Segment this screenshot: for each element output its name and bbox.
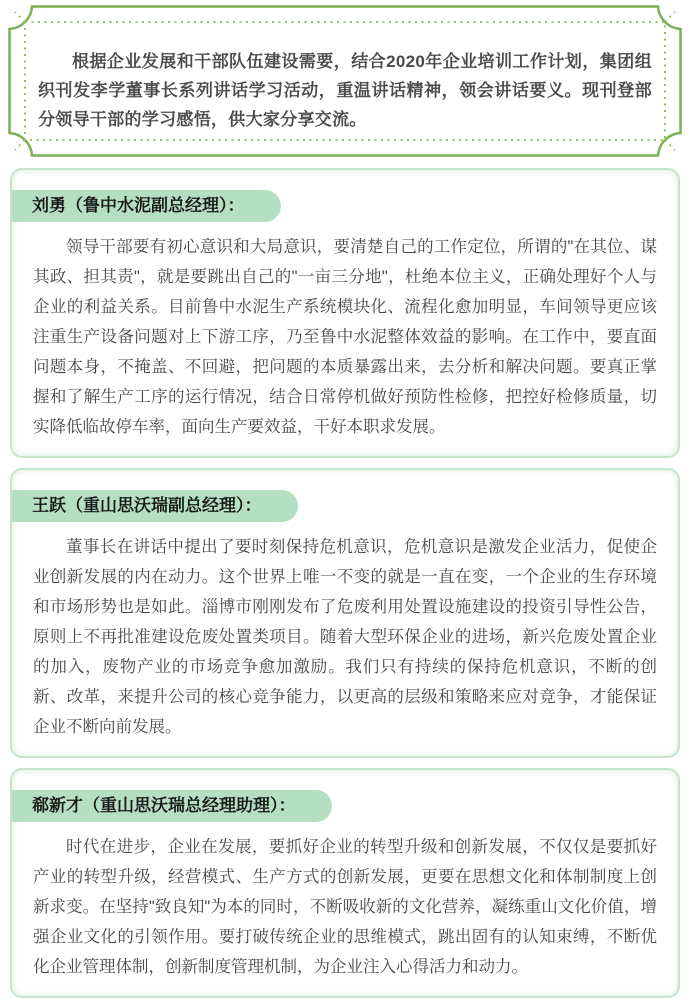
speech-content-1: 领导干部要有初心意识和大局意识，要清楚自己的工作定位，所谓的"在其位、谋其政、担其责"，就是要跳出自己的"一亩三分地"，杜绝本位主义，正确处理好个人与企业的利益关系。目前鲁中水泥生产系统模块化、流程化愈加明显，车间领导更应该注重生产设备问题对上下游工序，乃至鲁中水泥整体效益的影响。在工作中，要直面问题本身，不掩盖、不回避，把问题的本质暴露出来，去分析和解决问题。要真正掌握和了解生产工序的运行情况，结合日常停机做好预防性检修，把控好检修质量，切实降低临故停车率，面向生产要效益，干好本职求发展。 bbox=[33, 238, 657, 436]
intro-text: 根据企业发展和干部队伍建设需要，结合2020年企业培训工作计划，集团组织刊发李学董事长系列讲话学习活动，重温讲话精神，领会讲话要义。现刊登部分领导干部的学习感悟，供大家分享交流。 bbox=[38, 52, 652, 129]
intro-callout-box bbox=[8, 5, 682, 157]
speaker-badge-3: 郗新才（重山思沃瑞总经理助理）： bbox=[12, 790, 332, 822]
speech-content-3: 时代在进步，企业在发展，要抓好企业的转型升级和创新发展，不仅仅是要抓好产业的转型升级，经营模式、生产方式的创新发展，更要在思想文化和体制制度上创新求变。在坚持"致良知"为本的同时，不断吸收新的文化营养，凝练重山文化价值，增强企业文化的引领作用。要打破传统企业的思维模式，跳出固有的认知束缚，不断优化企业管理体制，创新制度管理机制，为企业注入心得活力和动力。 bbox=[33, 838, 657, 976]
article-page bbox=[0, 5, 690, 976]
speech-card-3 bbox=[10, 768, 680, 998]
speech-card-2 bbox=[10, 468, 680, 758]
speech-content-2: 董事长在讲话中提出了要时刻保持危机意识，危机意识是激发企业活力，促使企业创新发展的内在动力。这个世界上唯一不变的就是一直在变，一个企业的生存环境和市场形势也是如此。淄博市刚刚发布了危废利用处置设施建设的投资引导性公告，原则上不再批准建设危废处置类项目。随着大型环保企业的进场，新兴危废处置企业的加入，废物产业的市场竞争愈加激励。我们只有持续的保持危机意识，不断的创新、改革，来提升公司的核心竞争能力，以更高的层级和策略来应对竞争，才能保证企业不断向前发展。 bbox=[33, 538, 657, 736]
speech-card-1 bbox=[10, 168, 680, 458]
speaker-badge-1: 刘勇（鲁中水泥副总经理）： bbox=[12, 190, 281, 222]
speaker-badge-2: 王跃（重山思沃瑞副总经理）： bbox=[12, 490, 298, 522]
